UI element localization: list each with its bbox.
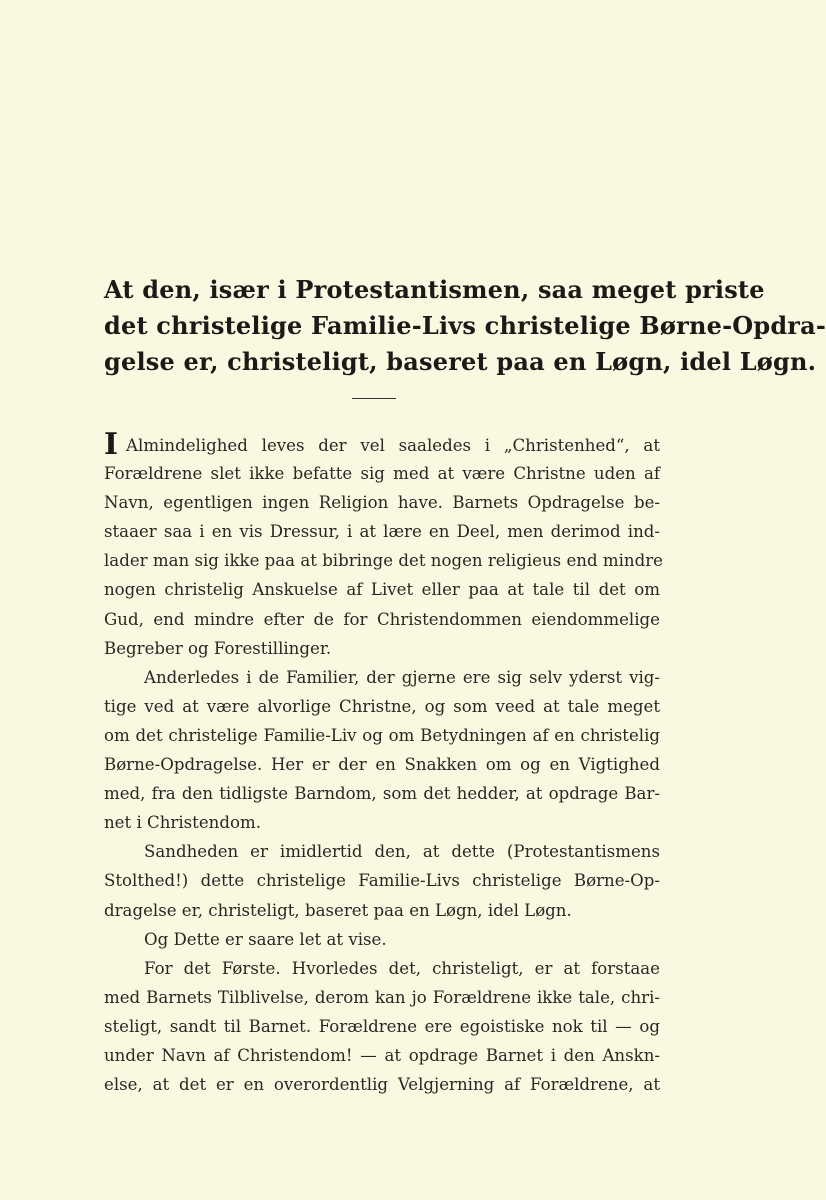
text-line: Gud, end mindre efter de for Christendommen eiendommelige [104, 609, 660, 629]
text-line [104, 427, 660, 462]
text-line: om det christelige Familie-Liv og om Betydningen af en christelig [104, 725, 660, 745]
text-line: med, fra den tidligste Barndom, som det hedder, at opdrage Bar- [104, 784, 660, 804]
text-line: Navn, egentligen ingen Religion have. Barnets Opdragelse be- [104, 493, 660, 513]
text-line: Begreber og Forestillinger. [104, 638, 332, 658]
text-line: staaer saa i en vis Dressur, i at lære en Deel, men derimod ind- [104, 522, 660, 542]
text-line: tige ved at være alvorlige Christne, og som veed at tale meget [104, 696, 660, 716]
body-text [104, 427, 663, 1099]
text-line: med Barnets Tilblivelse, derom kan jo Forældrene ikke tale, chri- [104, 987, 660, 1007]
section-divider [352, 398, 396, 399]
heading-line: At den, især i Protestantismen, saa meget priste [104, 275, 765, 304]
text-line: Sandheden er imidlertid den, at dette (Protestantismens [144, 842, 660, 862]
text-line: nogen christelig Anskuelse af Livet eller paa at tale til det om [104, 580, 660, 600]
text-line-content: Almindelighed leves der vel saaledes i „Christenhed“, at [126, 436, 660, 455]
drop-cap: I [104, 427, 119, 462]
text-line: Og Dette er saare let at vise. [144, 929, 387, 949]
text-line: else, at det er en overordentlig Velgjerning af Forældrene, at [104, 1075, 660, 1095]
text-line: Forældrene slet ikke befatte sig med at være Christne uden af [104, 464, 660, 484]
text-line: lader man sig ikke paa at bibringe det nogen religieus end mindre [104, 551, 663, 571]
heading-line: det christelige Familie-Livs christelige Børne-Opdra- [104, 311, 826, 340]
text-line: dragelse er, christeligt, baseret paa en Løgn, idel Løgn. [104, 900, 572, 920]
heading-line: gelse er, christeligt, baseret paa en Løgn, idel Løgn. [104, 347, 817, 376]
text-line: under Navn af Christendom! — at opdrage Barnet i den Anskn- [104, 1045, 660, 1065]
text-line: Stolthed!) dette christelige Familie-Livs christelige Børne-Op- [104, 871, 660, 891]
text-line: For det Første. Hvorledes det, christeligt, er at forstaae [144, 958, 660, 978]
text-line: Anderledes i de Familier, der gjerne ere sig selv yderst vig- [144, 667, 660, 687]
text-line: Børne-Opdragelse. Her er der en Snakken om og en Vigtighed [104, 755, 660, 775]
text-line: net i Christendom. [104, 813, 261, 833]
section-heading [104, 272, 826, 380]
text-line: steligt, sandt til Barnet. Forældrene ere egoistiske nok til — og [104, 1016, 660, 1036]
